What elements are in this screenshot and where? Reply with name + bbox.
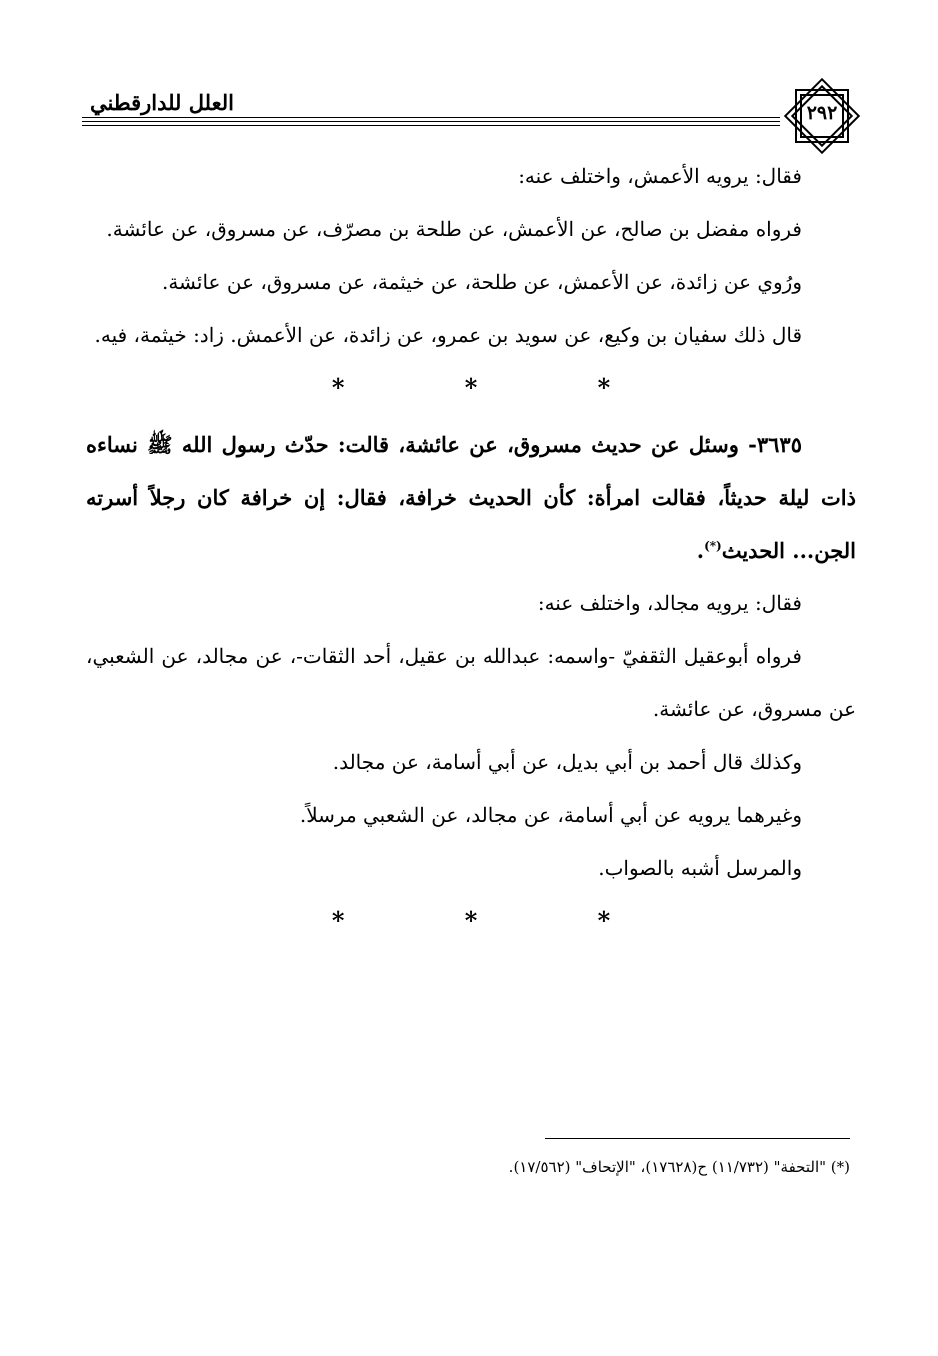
header-rule [82, 125, 780, 126]
section-separator: * * * [331, 906, 667, 935]
section-separator: * * * [331, 373, 667, 402]
paragraph: والمرسل أشبه بالصواب. [598, 856, 802, 880]
paragraph: وغيرهما يرويه عن أبي أسامة، عن مجالد، عن الشعبي مرسلاً. [299, 803, 802, 827]
footnote-divider [545, 1138, 850, 1139]
book-title: العلل للدارقطني [90, 90, 234, 115]
entry-text: ٣٦٣٥- وسئل عن حديث مسروق، عن عائشة، قالت: حدّث رسول الله ﷺ نساءه ذات ليلة حديثاً، فقالت امرأة: كأن الحديث خرافة، فقال: إن خرافة كان رجلاً أسرته الجن... الحديث [86, 432, 856, 563]
paragraph: فرواه أبوعقيل الثقفيّ -واسمه: عبدالله بن عقيل، أحد الثقات-، عن مجالد، عن الشعبي، عن مسروق، عن عائشة. [86, 644, 856, 721]
paragraph: فرواه مفضل بن صالح، عن الأعمش، عن طلحة بن مصرّف، عن مسروق، عن عائشة. [106, 217, 802, 241]
page-number-badge [782, 76, 862, 156]
paragraph: فقال: يرويه الأعمش، واختلف عنه: [518, 164, 802, 188]
entry-question [86, 418, 856, 577]
paragraph: ورُوي عن زائدة، عن الأعمش، عن طلحة، عن خيثمة، عن مسروق، عن عائشة. [161, 270, 802, 294]
header-rule [82, 117, 780, 118]
page-header [82, 70, 862, 140]
footnote: (*) "التحفة" (١١/٧٣٢) ح(١٧٦٢٨)، "الإتحاف" (١٧/٥٦٢). [508, 1158, 850, 1176]
page-body [86, 150, 856, 947]
header-rule [82, 121, 780, 122]
paragraph: وكذلك قال أحمد بن أبي بديل، عن أبي أسامة، عن مجالد. [332, 750, 802, 774]
paragraph: فقال: يرويه مجالد، واختلف عنه: [537, 591, 802, 615]
page-number: ٢٩٢ [806, 102, 838, 124]
entry-end: . [696, 538, 705, 563]
footnote-marker: (*) [704, 539, 722, 553]
paragraph: قال ذلك سفيان بن وكيع، عن سويد بن عمرو، عن زائدة، عن الأعمش. زاد: خيثمة، فيه. [94, 323, 802, 347]
